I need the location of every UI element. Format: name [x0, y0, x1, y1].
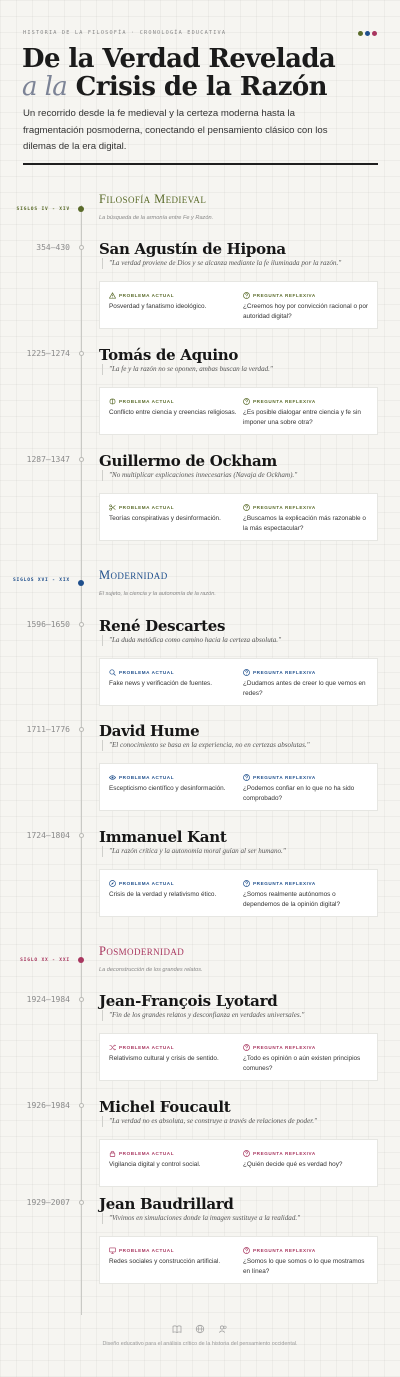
title-rest: Crisis de la Razón	[67, 72, 327, 102]
philosopher-quote: "La verdad proviene de Dios y se alcanza mediante la fe iluminada por la razón."	[102, 258, 341, 269]
philosopher-quote: "El conocimiento se basa en la experiencia, no en certezas absolutas."	[102, 740, 310, 751]
question-text: ¿Buscamos la explicación más razonable o la más espectacular?	[243, 515, 366, 532]
question-text: ¿Somos lo que somos o lo que mostramos en línea?	[243, 1258, 365, 1275]
reflection-card	[99, 281, 378, 329]
philosopher-marker	[79, 1103, 84, 1108]
era-title: Filosofía Medieval	[99, 192, 207, 206]
question-tag	[243, 879, 371, 887]
shuffle-icon	[109, 1044, 116, 1051]
problem-cell	[109, 291, 237, 312]
question-cell	[243, 1043, 371, 1073]
question-cell	[243, 291, 371, 321]
problem-tag	[109, 879, 237, 887]
help-circle-icon	[243, 1150, 250, 1157]
philosopher-quote: "Fin de los grandes relatos y desconfianza en verdades universales."	[102, 1010, 304, 1021]
philosopher-quote: "La verdad no es absoluta, se construye a través de relaciones de poder."	[102, 1116, 317, 1127]
problem-label: PROBLEMA ACTUAL	[119, 504, 175, 510]
reflection-card	[99, 387, 378, 435]
era-subtitle: La deconstrucción de los grandes relatos.	[99, 967, 203, 973]
problem-tag	[109, 397, 237, 405]
problem-cell	[109, 668, 237, 689]
question-cell	[243, 1246, 371, 1276]
question-text: ¿Somos realmente autónomos o dependemos de la opinión digital?	[243, 891, 340, 908]
question-text: ¿Todo es opinión o aún existen principios comunes?	[243, 1055, 361, 1072]
question-text: ¿Podemos confiar en lo que no ha sido comprobado?	[243, 785, 355, 802]
question-cell	[243, 879, 371, 909]
question-label: PREGUNTA REFLEXIVA	[253, 669, 316, 675]
help-circle-icon	[243, 504, 250, 511]
footer-icons	[172, 1321, 228, 1331]
philosopher-name: René Descartes	[99, 617, 226, 635]
book-icon[interactable]	[172, 1321, 182, 1331]
problem-tag	[109, 1149, 237, 1157]
help-circle-icon	[243, 669, 250, 676]
problem-text: Escepticismo científico y desinformación.	[109, 785, 226, 792]
philosopher-years: 1225–1274	[26, 349, 70, 358]
question-tag	[243, 1149, 371, 1157]
problem-cell	[109, 1043, 237, 1064]
problem-label: PROBLEMA ACTUAL	[119, 1044, 175, 1050]
question-label: PREGUNTA REFLEXIVA	[253, 1150, 316, 1156]
question-cell	[243, 1149, 371, 1170]
philosopher-marker	[79, 457, 84, 462]
question-cell	[243, 668, 371, 698]
philosopher-marker	[79, 245, 84, 250]
era-label: SIGLOS XVI - XIX	[12, 578, 70, 583]
lock-icon	[109, 1150, 116, 1157]
page-title-line1: De la Verdad Revelada	[22, 44, 336, 74]
help-circle-icon	[243, 1044, 250, 1051]
question-label: PREGUNTA REFLEXIVA	[253, 398, 316, 404]
question-label: PREGUNTA REFLEXIVA	[253, 880, 316, 886]
help-circle-icon	[243, 1247, 250, 1254]
reflection-card	[99, 1033, 378, 1081]
dot-postmodern	[372, 31, 377, 36]
search-icon	[109, 669, 116, 676]
users-icon[interactable]	[218, 1321, 228, 1331]
problem-cell	[109, 773, 237, 794]
header-dots	[358, 31, 377, 36]
question-tag	[243, 668, 371, 676]
era-subtitle: El sujeto, la ciencia y la autonomía de la razón.	[99, 591, 216, 597]
philosopher-marker	[79, 833, 84, 838]
philosopher-years: 354–430	[36, 243, 70, 252]
problem-tag	[109, 1246, 237, 1254]
problem-cell	[109, 879, 237, 900]
question-tag	[243, 1043, 371, 1051]
footer-note: Diseño educativo para el análisis crítico de la historia del pensamiento occidental.	[102, 1341, 298, 1347]
dot-medieval	[358, 31, 363, 36]
philosopher-name: Jean Baudrillard	[99, 1195, 234, 1213]
philosopher-marker	[79, 1200, 84, 1205]
question-tag	[243, 503, 371, 511]
problem-label: PROBLEMA ACTUAL	[119, 774, 175, 780]
philosopher-quote: "La razón crítica y la autonomía moral guían al ser humano."	[102, 846, 286, 857]
era-label: SIGLO XX - XXI	[20, 958, 70, 963]
problem-label: PROBLEMA ACTUAL	[119, 398, 175, 404]
philosopher-years: 1929–2007	[26, 1198, 70, 1207]
problem-tag	[109, 668, 237, 676]
era-label: SIGLOS IV - XIV	[16, 207, 70, 212]
brain-icon	[109, 398, 116, 405]
problem-label: PROBLEMA ACTUAL	[119, 292, 175, 298]
era-subtitle: La búsqueda de la armonía entre Fe y Razón.	[99, 215, 214, 221]
philosopher-name: Guillermo de Ockham	[99, 452, 277, 470]
problem-text: Fake news y verificación de fuentes.	[109, 680, 213, 687]
intro-paragraph: Un recorrido desde la fe medieval y la certeza moderna hasta la fragmentación posmoderna, conectando el pensamiento clásico con los dilemas de la era digital.	[23, 108, 328, 152]
question-text: ¿Es posible dialogar entre ciencia y fe sin imponer una sobre otra?	[243, 409, 361, 426]
question-text: ¿Quién decide qué es verdad hoy?	[243, 1161, 343, 1168]
problem-cell	[109, 1246, 237, 1267]
reflection-card	[99, 493, 378, 541]
problem-label: PROBLEMA ACTUAL	[119, 1150, 175, 1156]
problem-label: PROBLEMA ACTUAL	[119, 880, 175, 886]
reflection-card	[99, 658, 378, 706]
compass-icon	[109, 880, 116, 887]
header-kicker: HISTORIA DE LA FILOSOFÍA · CRONOLOGÍA EDUCATIVA	[23, 30, 227, 36]
problem-label: PROBLEMA ACTUAL	[119, 669, 175, 675]
question-cell	[243, 503, 371, 533]
page-title-line2	[22, 72, 327, 102]
era-title: Posmodernidad	[99, 944, 185, 958]
question-cell	[243, 773, 371, 803]
problem-text: Posverdad y fanatismo ideológico.	[109, 303, 207, 310]
philosopher-marker	[79, 622, 84, 627]
globe-icon[interactable]	[195, 1321, 205, 1331]
problem-text: Conflicto entre ciencia y creencias religiosas.	[109, 409, 237, 416]
era-marker	[78, 957, 84, 963]
eye-icon	[109, 774, 116, 781]
problem-tag	[109, 1043, 237, 1051]
reflection-card	[99, 869, 378, 917]
problem-text: Vigilancia digital y control social.	[109, 1161, 201, 1168]
help-circle-icon	[243, 774, 250, 781]
philosopher-marker	[79, 997, 84, 1002]
philosopher-years: 1596–1650	[26, 620, 70, 629]
philosopher-name: Tomás de Aquino	[99, 346, 239, 364]
problem-text: Relativismo cultural y crisis de sentido.	[109, 1055, 219, 1062]
era-title: Modernidad	[99, 568, 168, 582]
philosopher-name: David Hume	[99, 722, 200, 740]
question-label: PREGUNTA REFLEXIVA	[253, 1044, 316, 1050]
monitor-icon	[109, 1247, 116, 1254]
timeline-axis	[81, 205, 82, 1315]
scissors-icon	[109, 504, 116, 511]
philosopher-name: Jean-François Lyotard	[99, 992, 278, 1010]
problem-cell	[109, 503, 237, 524]
problem-tag	[109, 773, 237, 781]
philosopher-years: 1926–1984	[26, 1101, 70, 1110]
help-circle-icon	[243, 398, 250, 405]
help-circle-icon	[243, 880, 250, 887]
philosopher-years: 1924–1984	[26, 995, 70, 1004]
reflection-card	[99, 1139, 378, 1187]
problem-tag	[109, 503, 237, 511]
question-text: ¿Dudamos antes de creer lo que vemos en redes?	[243, 680, 366, 697]
question-label: PREGUNTA REFLEXIVA	[253, 1247, 316, 1253]
philosopher-years: 1287–1347	[26, 455, 70, 464]
title-connector: a la	[22, 72, 68, 102]
reflection-card	[99, 763, 378, 811]
reflection-card	[99, 1236, 378, 1284]
philosopher-marker	[79, 351, 84, 356]
era-marker	[78, 580, 84, 586]
philosopher-name: Michel Foucault	[99, 1098, 231, 1116]
problem-text: Redes sociales y construcción artificial.	[109, 1258, 221, 1265]
philosopher-marker	[79, 727, 84, 732]
problem-text: Crisis de la verdad y relativismo ético.	[109, 891, 217, 898]
question-cell	[243, 397, 371, 427]
philosopher-quote: "No multiplicar explicaciones innecesarias (Navaja de Ockham)."	[102, 470, 297, 481]
problem-text: Teorías conspirativas y desinformación.	[109, 515, 221, 522]
question-tag	[243, 291, 371, 299]
philosopher-years: 1724–1804	[26, 831, 70, 840]
philosopher-quote: "La fe y la razón no se oponen, ambas buscan la verdad."	[102, 364, 273, 375]
header-divider	[23, 163, 378, 165]
question-tag	[243, 773, 371, 781]
question-tag	[243, 397, 371, 405]
problem-cell	[109, 397, 237, 418]
philosopher-quote: "La duda metódica como camino hacia la certeza absoluta."	[102, 635, 281, 646]
question-label: PREGUNTA REFLEXIVA	[253, 504, 316, 510]
philosopher-years: 1711–1776	[26, 725, 70, 734]
philosopher-quote: "Vivimos en simulaciones donde la imagen sustituye a la realidad."	[102, 1213, 300, 1224]
dot-modern	[365, 31, 370, 36]
philosopher-name: San Agustín de Hipona	[99, 240, 286, 258]
problem-tag	[109, 291, 237, 299]
question-label: PREGUNTA REFLEXIVA	[253, 292, 316, 298]
question-tag	[243, 1246, 371, 1254]
question-label: PREGUNTA REFLEXIVA	[253, 774, 316, 780]
warning-icon	[109, 292, 116, 299]
problem-label: PROBLEMA ACTUAL	[119, 1247, 175, 1253]
question-text: ¿Creemos hoy por convicción racional o por autoridad digital?	[243, 303, 369, 320]
help-circle-icon	[243, 292, 250, 299]
problem-cell	[109, 1149, 237, 1170]
philosopher-name: Immanuel Kant	[99, 828, 227, 846]
era-marker	[78, 206, 84, 212]
